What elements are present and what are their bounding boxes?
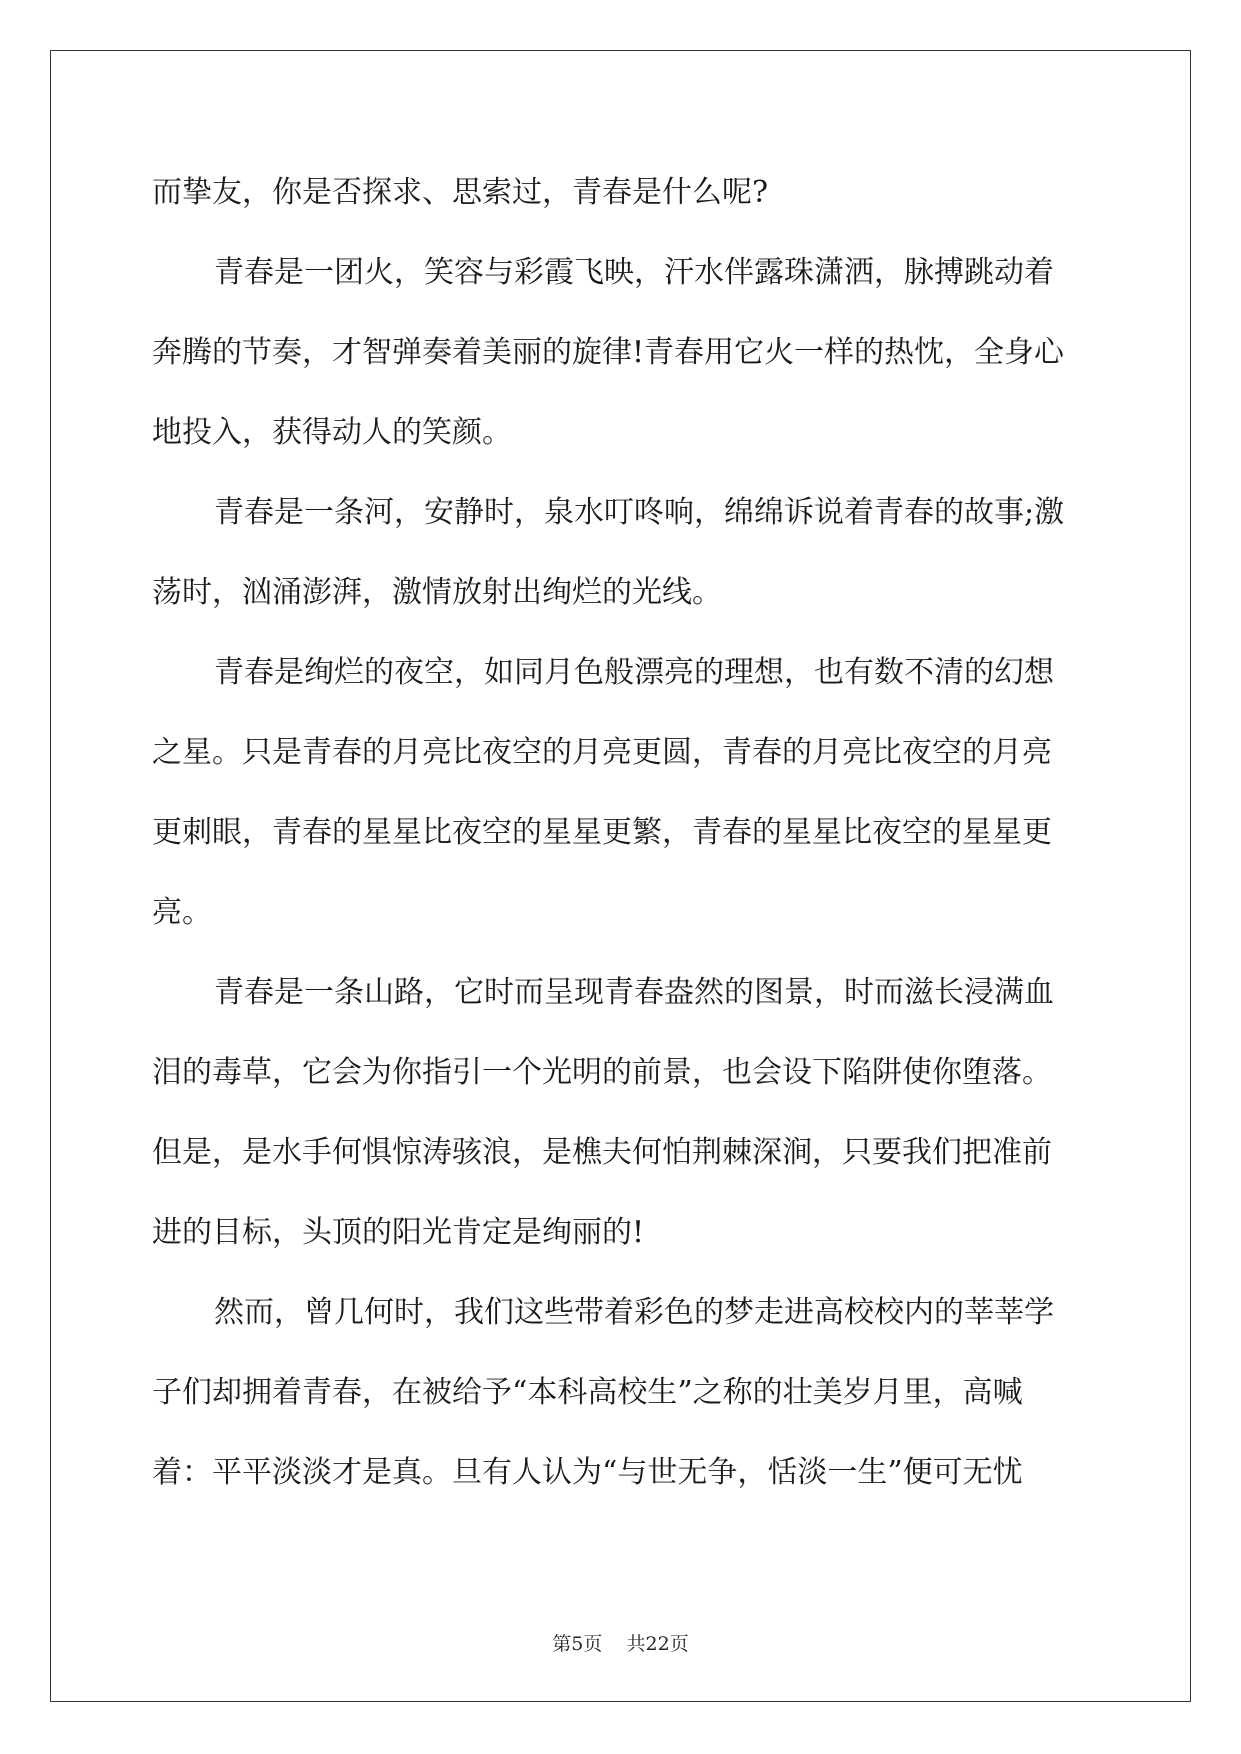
page-number: 第5页 xyxy=(552,1633,603,1655)
text-line: 进的目标，头顶的阳光肯定是绚丽的! xyxy=(152,1215,645,1250)
text-line: 更刺眼，青春的星星比夜空的星星更繁，青春的星星比夜空的星星更 xyxy=(152,815,1052,850)
text-line: 奔腾的节奏，才智弹奏着美丽的旋律!青春用它火一样的热忱，全身心 xyxy=(152,335,1065,370)
text-line: 泪的毒草，它会为你指引一个光明的前景，也会设下陷阱使你堕落。 xyxy=(152,1055,1052,1090)
document-body xyxy=(152,153,1092,1513)
text-line: 亮。 xyxy=(152,895,212,930)
text-line: 然而，曾几何时，我们这些带着彩色的梦走进高校校内的莘莘学 xyxy=(214,1295,1054,1330)
text-line: 但是，是水手何惧惊涛骇浪，是樵夫何怕荆棘深涧，只要我们把准前 xyxy=(152,1135,1052,1170)
text-line: 荡时，汹涌澎湃，激情放射出绚烂的光线。 xyxy=(152,575,722,610)
text-line: 青春是一团火，笑容与彩霞飞映，汗水伴露珠潇洒，脉搏跳动着 xyxy=(214,255,1054,290)
text-line: 青春是绚烂的夜空，如同月色般漂亮的理想，也有数不清的幻想 xyxy=(214,655,1054,690)
text-line: 而挚友，你是否探求、思索过，青春是什么呢? xyxy=(152,175,769,210)
text-line: 地投入，获得动人的笑颜。 xyxy=(152,415,512,450)
text-line: 之星。只是青春的月亮比夜空的月亮更圆，青春的月亮比夜空的月亮 xyxy=(152,735,1052,770)
text-line: 子们却拥着青春，在被给予“本科高校生”之称的壮美岁月里，高喊 xyxy=(152,1375,1023,1410)
page-footer xyxy=(0,1629,1241,1656)
total-pages: 共22页 xyxy=(626,1633,689,1655)
text-line: 着：平平淡淡才是真。旦有人认为“与世无争，恬淡一生”便可无忧 xyxy=(152,1455,1023,1490)
text-line: 青春是一条河，安静时，泉水叮咚响，绵绵诉说着青春的故事;激 xyxy=(214,495,1065,530)
text-line: 青春是一条山路，它时而呈现青春盎然的图景，时而滋长浸满血 xyxy=(214,975,1054,1010)
